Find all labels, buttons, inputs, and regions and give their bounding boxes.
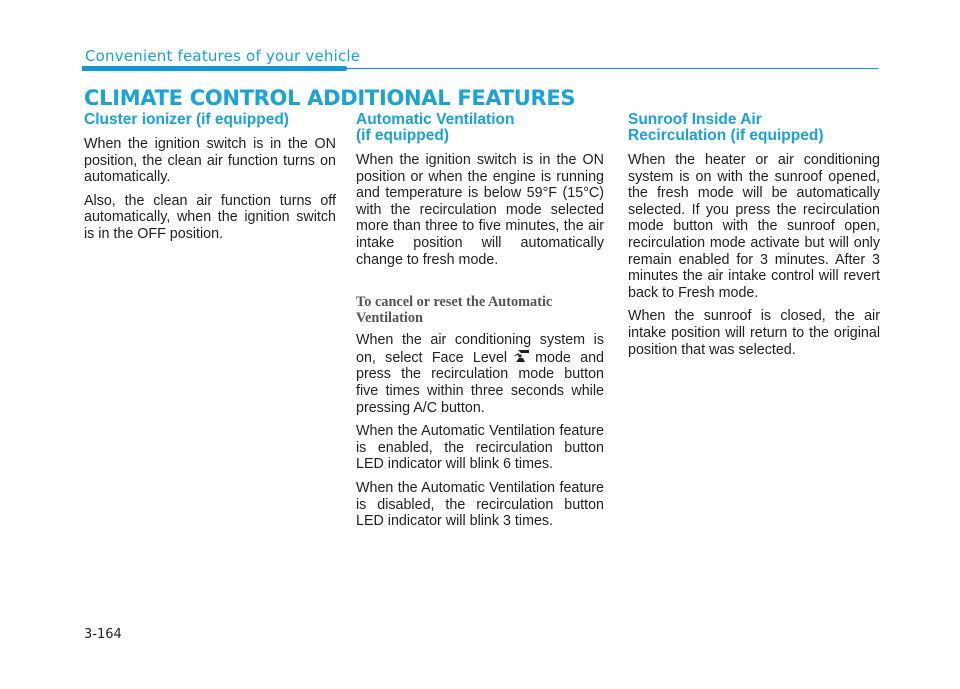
- column-cluster-ionizer: [84, 112, 336, 250]
- header-rule-thin: [347, 68, 878, 69]
- automatic-ventilation-paragraph-1: When the ignition switch is in the ON position or when the engine is running and temperature is below 59°F (15°C) with the recirculation mode selected more than three to five minutes, the air intake position will automatically change to fresh mode.: [356, 152, 604, 268]
- paragraph-2-after-icon: mode and press the recirculation mode button five times within three seconds while pressing A/C button.: [356, 349, 604, 416]
- column-automatic-ventilation: [356, 112, 604, 537]
- cluster-ionizer-heading: Cluster ionizer (if equipped): [84, 111, 289, 128]
- page-number: 3-164: [84, 627, 122, 642]
- column-sunroof-recirculation: [628, 112, 880, 365]
- header-rule-thick: [82, 66, 347, 71]
- automatic-ventilation-heading: [356, 112, 604, 144]
- cluster-ionizer-paragraph-1: When the ignition switch is in the ON position, the clean air function turns on automatically.: [84, 136, 336, 186]
- automatic-ventilation-heading-line2: (if equipped): [356, 127, 449, 144]
- sunroof-paragraph-2: When the sunroof is closed, the air intake position will return to the original position that was selected.: [628, 308, 880, 358]
- chapter-header: Convenient features of your vehicle: [85, 47, 361, 65]
- paragraph-2-before-icon: When the air conditioning system is on, select Face Level: [356, 332, 604, 366]
- sunroof-heading-line2: Recirculation (if equipped): [628, 127, 824, 144]
- cancel-reset-subheading: To cancel or reset the Automatic Ventilation: [356, 294, 553, 327]
- sunroof-heading-line1: Sunroof Inside Air: [628, 111, 762, 128]
- automatic-ventilation-paragraph-4: When the Automatic Ventilation feature is disabled, the recirculation button LED indicator will blink 3 times.: [356, 479, 604, 530]
- automatic-ventilation-paragraph-3: When the Automatic Ventilation feature is enabled, the recirculation button LED indicator will blink 6 times.: [356, 423, 604, 473]
- automatic-ventilation-paragraph-2: [356, 332, 604, 416]
- sunroof-recirculation-heading: [628, 112, 880, 144]
- section-title: CLIMATE CONTROL ADDITIONAL FEATURES: [84, 86, 576, 110]
- cluster-ionizer-paragraph-2: Also, the clean air function turns off automatically, when the ignition switch is in the OFF position.: [84, 192, 336, 242]
- face-level-mode-icon: [511, 349, 531, 363]
- sunroof-paragraph-1: When the heater or air conditioning system is on with the sunroof opened, the fresh mode will be automatically selected. If you press the recirculation mode button with the sunroof open, recirculation mode activate but will only remain enabled for 3 minutes. After 3 minutes the air intake control will revert back to Fresh mode.: [628, 152, 880, 301]
- automatic-ventilation-heading-line1: Automatic Ventilation: [356, 111, 515, 128]
